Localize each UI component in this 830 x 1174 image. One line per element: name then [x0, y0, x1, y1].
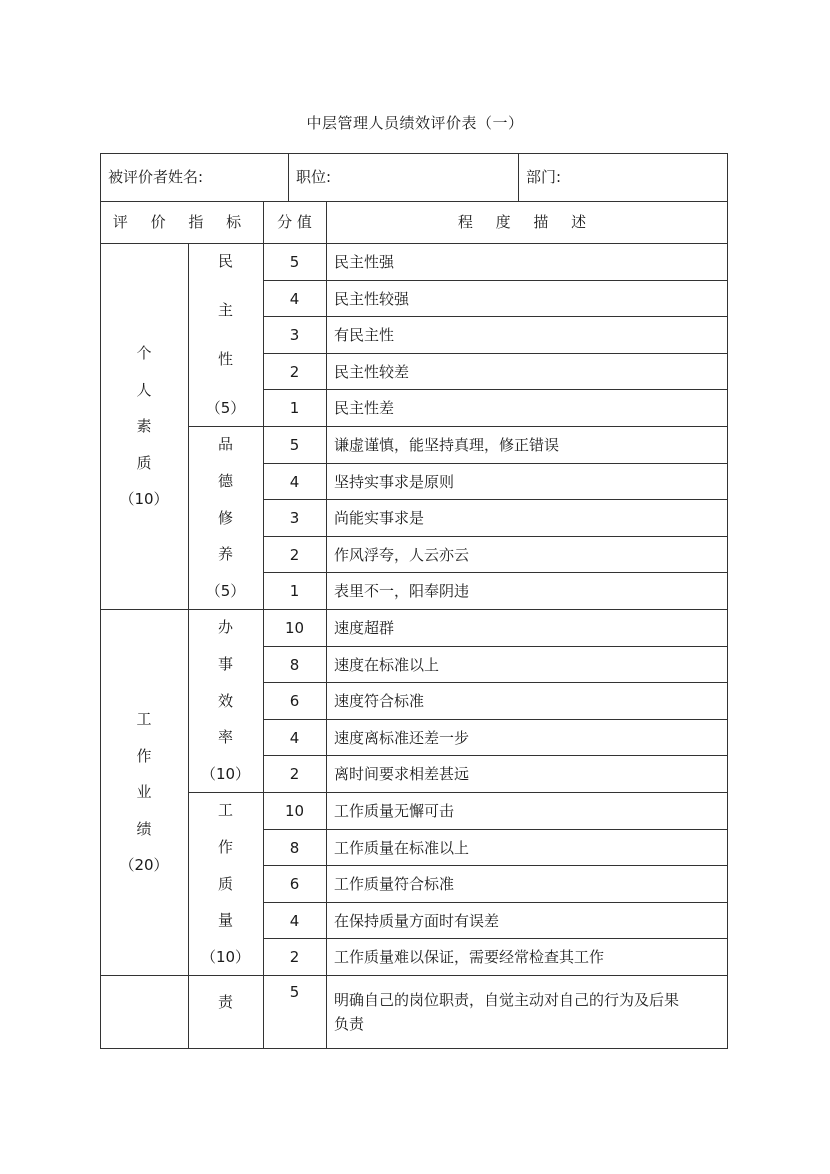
description-cell: 民主性差	[334, 398, 395, 417]
sub-indicator-label	[188, 435, 263, 600]
description-cell: 离时间要求相差甚远	[334, 764, 470, 783]
description-cell: 民主性较差	[334, 362, 410, 381]
description-cell: 坚持实事求是原则	[334, 472, 455, 491]
score-cell: 1	[289, 581, 300, 600]
vertical-char: 作	[136, 746, 152, 765]
score-cell: 8	[289, 655, 300, 674]
description-cell: 谦虚谨慎，能坚持真理，修正错误	[334, 435, 560, 454]
header-indicator: 评 价 指 标	[112, 213, 251, 231]
description-cell: 民主性强	[334, 252, 395, 271]
description-line: 明确自己的岗位职责，自觉主动对自己的行为及后果	[334, 990, 680, 1009]
score-cell: 5	[289, 983, 300, 1001]
score-cell: 3	[289, 325, 300, 344]
page-title: 中层管理人员绩效评价表（一）	[306, 114, 524, 132]
vertical-char: 事	[217, 654, 233, 673]
score-cell: 10	[284, 618, 305, 637]
vertical-char: 个	[136, 344, 152, 362]
indicator-group-label	[100, 344, 188, 508]
description-cell: 有民主性	[334, 325, 395, 344]
table-rule	[100, 153, 101, 1049]
vertical-char: 素	[136, 417, 152, 435]
sub-indicator-label: 责	[217, 993, 233, 1011]
score-cell: 1	[289, 398, 300, 417]
vertical-char: 量	[217, 911, 233, 930]
sub-indicator-label	[188, 618, 263, 783]
vertical-char: 德	[217, 471, 233, 490]
vertical-char: 绩	[136, 819, 152, 838]
score-cell: 3	[289, 508, 300, 527]
vertical-char: （5）	[205, 582, 246, 600]
description-cell: 速度在标准以上	[334, 655, 440, 674]
vertical-char: 业	[136, 783, 152, 801]
vertical-char: （10）	[119, 490, 169, 508]
score-cell: 5	[289, 435, 300, 454]
vertical-char: 质	[217, 874, 233, 893]
vertical-char: 作	[217, 837, 233, 856]
description-cell: 速度符合标准	[334, 691, 425, 710]
score-cell: 4	[289, 289, 300, 308]
vertical-char: 品	[217, 435, 233, 453]
indicator-group-label	[100, 710, 188, 874]
description-line: 负责	[334, 1014, 365, 1033]
score-cell: 2	[289, 545, 300, 564]
vertical-char: 性	[217, 350, 233, 368]
score-cell: 6	[289, 874, 300, 893]
sub-indicator-label	[188, 801, 263, 966]
score-cell: 4	[289, 728, 300, 747]
sub-indicator-label	[188, 252, 263, 417]
description-cell: 工作质量无懈可击	[334, 801, 455, 820]
description-cell: 工作质量符合标准	[334, 874, 455, 893]
description-cell: 尚能实事求是	[334, 508, 425, 527]
vertical-char: 办	[217, 618, 233, 636]
score-cell: 2	[289, 947, 300, 966]
score-cell: 6	[289, 691, 300, 710]
vertical-char: 民	[217, 252, 233, 270]
vertical-char: 养	[217, 545, 233, 564]
position-field-label: 职位:	[296, 168, 332, 186]
description-cell: 在保持质量方面时有误差	[334, 911, 500, 930]
description-cell: 作风浮夸，人云亦云	[334, 545, 470, 564]
vertical-char: （10）	[200, 765, 251, 783]
score-cell: 10	[284, 801, 305, 820]
description-cell: 工作质量在标准以上	[334, 838, 470, 857]
score-cell: 2	[289, 362, 300, 381]
header-description: 程 度 描 述	[457, 213, 596, 231]
description-cell: 工作质量难以保证，需要经常检查其工作	[334, 947, 605, 966]
vertical-char: 率	[217, 728, 233, 747]
vertical-char: 人	[136, 380, 152, 399]
score-cell: 4	[289, 472, 300, 491]
vertical-char: 工	[136, 710, 152, 728]
vertical-char: 效	[217, 691, 233, 710]
description-cell: 速度超群	[334, 618, 395, 637]
department-field-label: 部门:	[526, 168, 562, 186]
score-cell: 2	[289, 764, 300, 783]
score-cell: 5	[289, 252, 300, 271]
score-cell: 4	[289, 911, 300, 930]
table-rule	[100, 1048, 728, 1049]
name-field-label: 被评价者姓名:	[108, 168, 204, 186]
vertical-char: （20）	[119, 856, 169, 874]
vertical-char: 修	[217, 508, 233, 527]
description-cell: 表里不一，阳奉阴违	[334, 581, 470, 600]
vertical-char: 质	[136, 453, 152, 472]
vertical-char: 工	[217, 801, 233, 819]
description-cell: 民主性较强	[334, 289, 410, 308]
header-score: 分 值	[277, 213, 312, 231]
score-cell: 8	[289, 838, 300, 857]
description-cell: 速度离标准还差一步	[334, 728, 470, 747]
vertical-char: （10）	[200, 948, 251, 966]
description-cell	[326, 975, 727, 1048]
vertical-char: 主	[217, 301, 233, 319]
vertical-char: （5）	[205, 399, 246, 417]
